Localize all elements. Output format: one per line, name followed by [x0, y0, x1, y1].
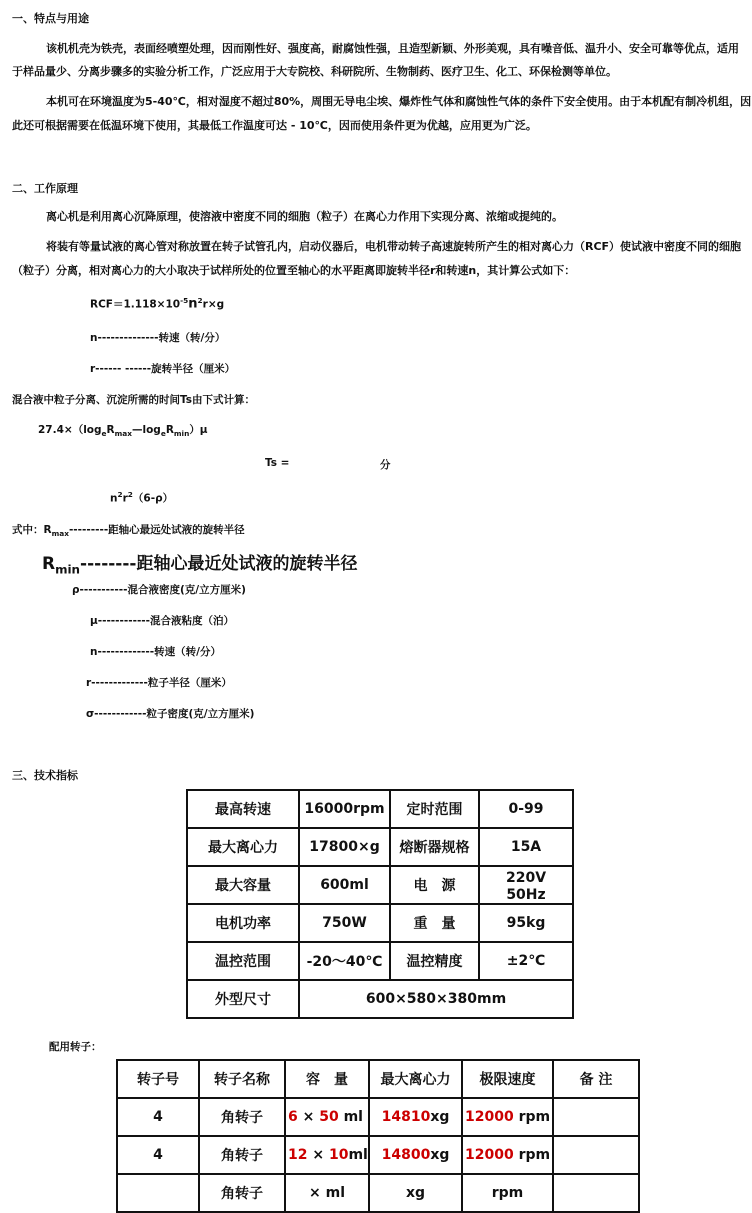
rcf-formula: $RCF=1.118\times 10^{-5}n^2r\times g$: [90, 296, 225, 312]
section-1-para-1-line-2: 于样品量少、分离步骤多的实验分析工作，广泛应用于大专院校、科研院所、生物制药、医疗卫生、化工、环保检测等单位。: [12, 65, 617, 78]
spec-value: -20～40℃: [299, 942, 390, 980]
rotors-title: 配用转子：: [49, 1041, 102, 1053]
section-1-para-2-line-2: 此还可根据需要在低温环境下使用，其最低工作温度可达 - 10℃，因而使用条件更为优越，应用更为广泛。: [12, 119, 537, 132]
spec-label: 电 源: [390, 866, 479, 904]
table-row: [187, 866, 573, 904]
table-row: [187, 904, 573, 942]
definition-r-2: r-------------粒子半径（厘米）: [86, 677, 232, 689]
where-rmin: $R_{min}--------$距轴心最近处试液的旋转半径: [42, 554, 358, 577]
table-row: [117, 1174, 639, 1212]
section-2-para-1: 离心机是利用离心沉降原理，使溶液中密度不同的细胞（粒子）在离心力作用下实现分离、浓缩或提纯的。: [46, 210, 563, 223]
rotor-name: 角转子: [199, 1136, 285, 1174]
where-rmax: 式中：$R_{max}---------$距轴心最远处试液的旋转半径: [12, 524, 245, 539]
rotor-no: [117, 1174, 199, 1212]
definition-n-2: n-------------转速（转/分）: [90, 646, 221, 658]
spec-value: 95kg: [479, 904, 573, 942]
table-row: [187, 828, 573, 866]
rotor-max-force: 14800xg: [369, 1136, 462, 1174]
table-row: [187, 980, 573, 1018]
column-header: 备 注: [553, 1060, 639, 1098]
rotor-capacity: 6 × 50 ml: [285, 1098, 369, 1136]
column-header: 转子号: [117, 1060, 199, 1098]
definition-mu: μ------------混合液粘度（泊）: [90, 615, 235, 627]
rotor-name: 角转子: [199, 1098, 285, 1136]
table-row: [187, 942, 573, 980]
rotor-no: 4: [117, 1098, 199, 1136]
spec-label: 重 量: [390, 904, 479, 942]
rotor-max-force: xg: [369, 1174, 462, 1212]
definition-rho: ρ-----------混合液密度(克/立方厘米): [72, 584, 246, 596]
table-row: [117, 1098, 639, 1136]
rotor-speed: 12000 rpm: [462, 1098, 553, 1136]
spec-value: 220V 50Hz: [479, 866, 573, 904]
column-header: 容 量: [285, 1060, 369, 1098]
section-1-para-1-line-1: 该机机壳为铁壳，表面经喷塑处理，因而刚性好、强度高，耐腐蚀性强，且造型新颖、外形美观，具有噪音低、温升小、安全可靠等优点，适用: [46, 42, 739, 55]
rotor-max-force: 14810xg: [369, 1098, 462, 1136]
definition-n: n--------------转速（转/分）: [90, 332, 226, 344]
column-header: 最大离心力: [369, 1060, 462, 1098]
table-row: [117, 1136, 639, 1174]
spec-label: 最大离心力: [187, 828, 299, 866]
ts-numerator: $27.4\times(\log_eR_{max}—\log_eR_{min})\mu$: [38, 424, 208, 439]
rotor-speed: rpm: [462, 1174, 553, 1212]
ts-unit: 分: [380, 459, 391, 471]
spec-value: 600ml: [299, 866, 390, 904]
definition-r: r------ ------旋转半径（厘米）: [90, 363, 236, 375]
spec-value: ±2℃: [479, 942, 573, 980]
section-1-para-2-line-1: 本机可在环境温度为5-40℃，相对湿度不超过80%，周围无导电尘埃、爆炸性气体和腐蚀性气体的条件下安全使用。由于本机配有制冷机组，因: [46, 95, 752, 108]
spec-value: 750W: [299, 904, 390, 942]
rotor-remark: [553, 1098, 639, 1136]
spec-value: 17800×g: [299, 828, 390, 866]
spec-label: 温控范围: [187, 942, 299, 980]
spec-table: [186, 789, 574, 1019]
spec-label: 最大容量: [187, 866, 299, 904]
ts-denominator: $n^2r^2(6-\rho)$: [110, 490, 174, 505]
spec-label: 温控精度: [390, 942, 479, 980]
column-header: 极限速度: [462, 1060, 553, 1098]
ts-label: Ts =: [265, 457, 290, 469]
section-1-title: 一、特点与用途: [12, 12, 89, 25]
rotor-capacity: 12 × 10ml: [285, 1136, 369, 1174]
spec-value: 600×580×380mm: [299, 980, 573, 1018]
rotor-speed: 12000 rpm: [462, 1136, 553, 1174]
spec-label: 熔断器规格: [390, 828, 479, 866]
spec-label: 电机功率: [187, 904, 299, 942]
spec-value: 0-99: [479, 790, 573, 828]
spec-value: 15A: [479, 828, 573, 866]
spec-label: 外型尺寸: [187, 980, 299, 1018]
rotor-remark: [553, 1174, 639, 1212]
rotor-table: [116, 1059, 640, 1213]
rotor-no: 4: [117, 1136, 199, 1174]
rotor-name: 角转子: [199, 1174, 285, 1212]
rotor-remark: [553, 1136, 639, 1174]
table-row: [117, 1060, 639, 1098]
spec-label: 最高转速: [187, 790, 299, 828]
section-2-para-2-line-2: （粒子）分离，相对离心力的大小取决于试样所处的位置至轴心的水平距离即旋转半径r和转速n，其计算公式如下：: [12, 264, 576, 277]
definition-sigma: σ------------粒子密度(克/立方厘米): [86, 708, 255, 720]
column-header: 转子名称: [199, 1060, 285, 1098]
spec-label: 定时范围: [390, 790, 479, 828]
section-2-title: 二、工作原理: [12, 182, 78, 195]
table-row: [187, 790, 573, 828]
ts-intro: 混合液中粒子分离、沉淀所需的时间Ts由下式计算：: [12, 394, 256, 406]
spec-value: 16000rpm: [299, 790, 390, 828]
rotor-capacity: × ml: [285, 1174, 369, 1212]
section-2-para-2-line-1: 将装有等量试液的离心管对称放置在转子试管孔内，启动仪器后，电机带动转子高速旋转所产生的相对离心力（RCF）使试液中密度不同的细胞: [46, 240, 742, 253]
section-3-title: 三、技术指标: [12, 769, 78, 782]
